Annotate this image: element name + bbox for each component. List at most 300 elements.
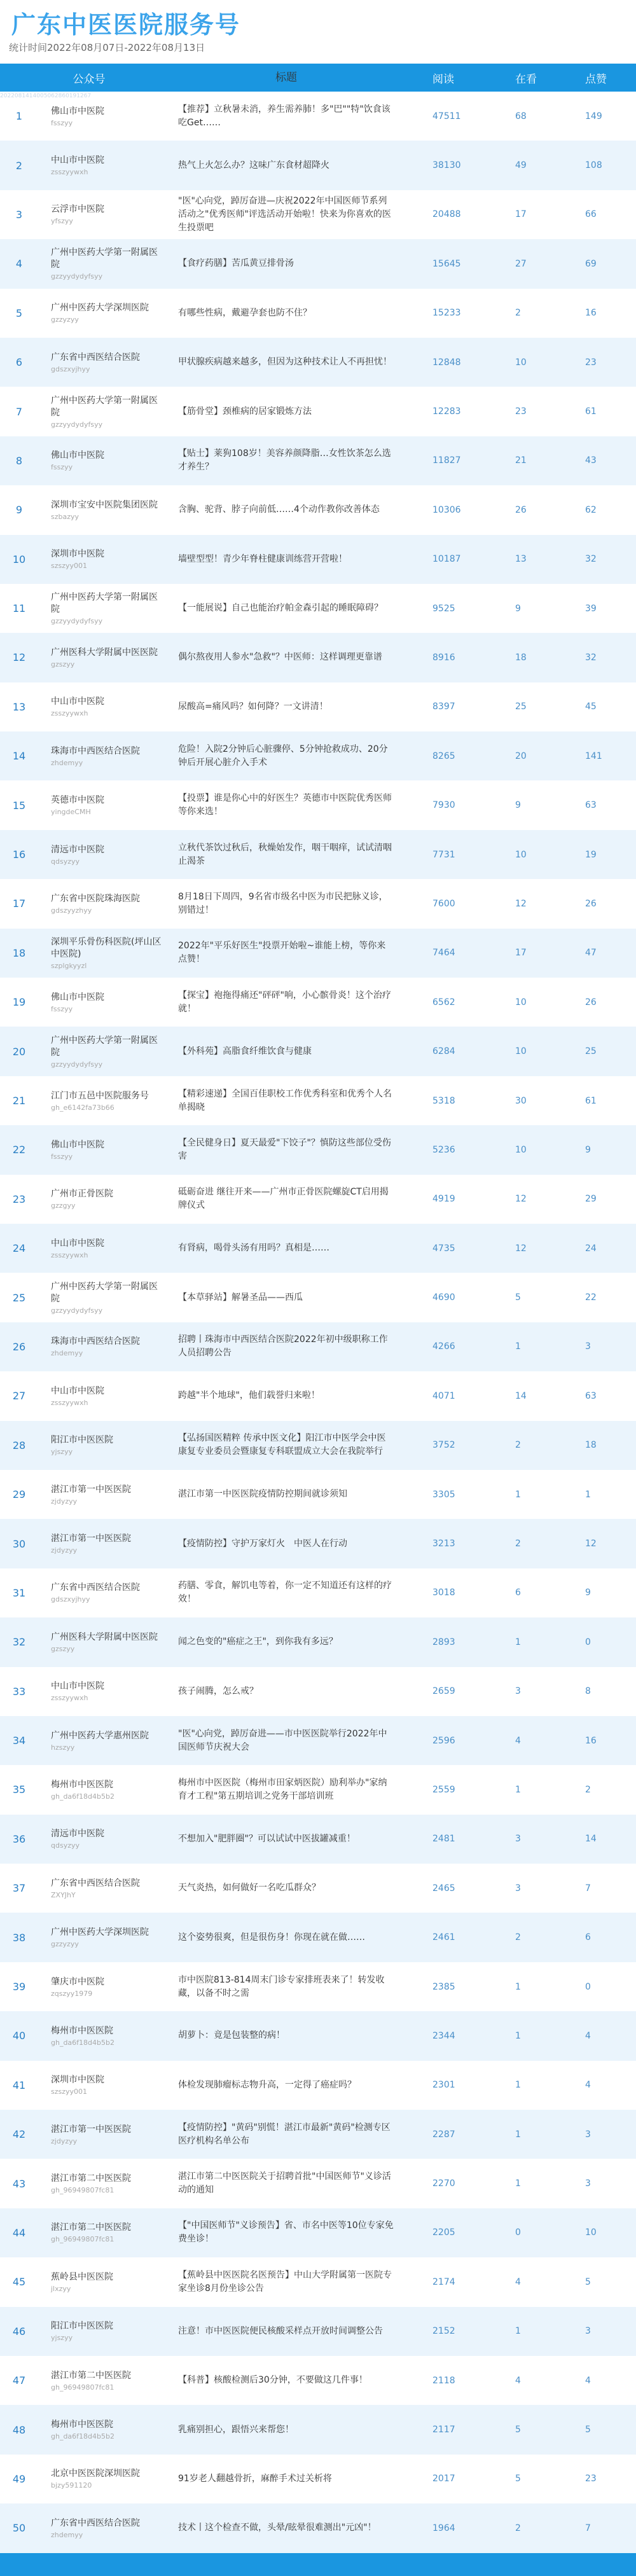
reads-cell: 2385 <box>432 1981 455 1992</box>
account-name[interactable]: 广州医科大学附属中医医院 <box>51 647 158 658</box>
seeing-cell: 26 <box>515 504 527 515</box>
reads-cell: 2659 <box>432 1686 455 1697</box>
likes-cell: 63 <box>585 800 597 811</box>
seeing-cell: 12 <box>515 1194 527 1205</box>
reads-cell: 7464 <box>432 948 455 959</box>
account-name[interactable]: 阳江市中医医院 <box>51 1435 113 1446</box>
table-body <box>0 92 636 2553</box>
article-title[interactable]: 有哪些性病，戴避孕套也防不住？ <box>178 307 312 318</box>
account-id: gh_e6142fa73b66 <box>51 1103 114 1112</box>
account-name[interactable]: 广州中医药大学第一附属医院 <box>51 1035 158 1058</box>
account-name[interactable]: 湛江市第二中医医院 <box>51 2370 131 2381</box>
table-row <box>0 1765 636 1814</box>
account-name[interactable]: 清远市中医院 <box>51 844 104 855</box>
account-cell <box>38 844 165 866</box>
article-title[interactable]: 【推荐】立秋暑未消，养生需养肺！多"巴""特"饮食该吃Get…… <box>178 104 391 128</box>
seeing-cell: 10 <box>515 357 527 368</box>
account-id: gh_96949807fc81 <box>51 2383 114 2392</box>
article-title[interactable]: 【探宝】袍拖得痛还"砰砰"响，小心髌骨炎！这个治疗就！ <box>178 990 391 1014</box>
account-cell <box>38 893 165 915</box>
rank-cell: 1 <box>15 110 23 123</box>
seeing-cell: 1 <box>515 2080 521 2091</box>
article-title[interactable]: 甲状腺疾病越来越多，但因为这种技术让人不再担忧！ <box>178 357 392 368</box>
article-title[interactable]: 注意！市中医医院便民核酸采样点开放时间调整公告 <box>178 2325 383 2336</box>
likes-cell: 23 <box>585 357 597 368</box>
account-name[interactable]: 广州中医药大学第一附属医院 <box>51 1281 158 1304</box>
likes-cell: 141 <box>585 751 602 761</box>
reads-cell: 10187 <box>432 554 461 565</box>
rank-cell: 44 <box>12 2226 26 2239</box>
account-id: zsszyywxh <box>51 1398 88 1407</box>
table-row <box>0 1371 636 1420</box>
article-title[interactable]: 【全民健身日】夏天最爱"下饺子"？慎防这些部位受伤害 <box>178 1137 391 1161</box>
account-cell <box>38 1927 165 1948</box>
account-cell <box>38 2074 165 2096</box>
likes-cell: 12 <box>585 1539 597 1549</box>
likes-cell: 32 <box>585 554 597 565</box>
likes-cell: 26 <box>585 898 597 909</box>
article-title[interactable]: 湛江市第二中医医院关于招聘首批"中国医师节"义诊活动的通知 <box>178 2171 391 2196</box>
seeing-cell: 1 <box>515 1637 521 1647</box>
reads-cell: 2559 <box>432 1784 455 1795</box>
article-title[interactable]: 孩子闹腾，怎么戒？ <box>178 1686 258 1696</box>
seeing-cell: 17 <box>515 948 527 959</box>
article-title[interactable]: 2022年"平乐好医生"投票开始啦~谁能上榜，等你来点赞！ <box>178 941 386 965</box>
account-name[interactable]: 中山市中医院 <box>51 155 104 166</box>
account-cell <box>38 395 165 429</box>
account-cell <box>38 1385 165 1407</box>
article-title[interactable]: 药膳、零食，解饥电等着，你一定不知道还有这样的疗效！ <box>178 1581 392 1605</box>
account-name[interactable]: 蕉岭县中医医院 <box>51 2271 113 2282</box>
account-name[interactable]: 深圳市中医院 <box>51 2075 104 2086</box>
account-name[interactable]: 广东省中西医结合医院 <box>51 1878 140 1888</box>
article-title[interactable]: 含胸、驼背、脖子向前低……4个动作教你改善体态 <box>178 504 380 515</box>
likes-cell: 16 <box>585 1735 597 1746</box>
table-row <box>0 2110 636 2159</box>
seeing-cell: 1 <box>515 2178 521 2189</box>
account-cell <box>38 1631 165 1653</box>
rank-cell: 26 <box>12 1340 26 1353</box>
account-name[interactable]: 梅州市中医医院 <box>51 2025 113 2036</box>
table-row <box>0 535 636 584</box>
account-cell <box>38 204 165 225</box>
article-title[interactable]: 湛江市第一中医医院疫情防控期间就诊须知 <box>178 1489 347 1500</box>
likes-cell: 4 <box>585 2080 591 2091</box>
table-row <box>0 2356 636 2405</box>
seeing-cell: 21 <box>515 455 527 466</box>
article-title[interactable]: 【精彩速递】全国百佳职校工作优秀科室和优秀个人名单揭晓 <box>178 1088 392 1112</box>
article-title[interactable]: 【疫情防控】"黄码"别慌！湛江市最新"黄码"检测专区医疗机构名单公布 <box>178 2122 391 2146</box>
rank-cell: 28 <box>12 1439 26 1451</box>
account-name[interactable]: 广州中医药大学深圳医院 <box>51 303 149 314</box>
seeing-cell: 2 <box>515 1539 521 1549</box>
likes-cell: 7 <box>585 1883 591 1894</box>
article-title[interactable]: 天气炎热，如何做好一名吃瓜群众？ <box>178 1883 321 1894</box>
account-name[interactable]: 梅州市中医医院 <box>51 1779 113 1790</box>
table-row <box>0 1568 636 1617</box>
reads-cell: 5318 <box>432 1095 455 1106</box>
account-id: gh_96949807fc81 <box>51 2235 114 2244</box>
account-name[interactable]: 深圳平乐骨伤科医院(坪山区中医院) <box>51 936 162 959</box>
rank-cell: 3 <box>15 208 23 221</box>
account-name[interactable]: 珠海市中西医结合医院 <box>51 745 140 756</box>
account-id: yfszyy <box>51 217 73 226</box>
reads-cell: 3752 <box>432 1440 455 1451</box>
likes-cell: 25 <box>585 1046 597 1057</box>
article-title[interactable]: 技术丨这个检查不做，头晕/眩晕很难测出"元凶"！ <box>178 2523 377 2533</box>
account-id: bjzy591120 <box>51 2481 92 2490</box>
seeing-cell: 5 <box>515 2425 521 2435</box>
account-header: 公众号 <box>73 73 106 86</box>
seeing-cell: 5 <box>515 2474 521 2484</box>
account-cell <box>38 1680 165 1702</box>
account-cell <box>38 1582 165 1603</box>
seeing-cell: 1 <box>515 2129 521 2140</box>
article-title[interactable]: 【科普】核酸检测后30分钟，不要做这几件事！ <box>178 2375 368 2386</box>
seeing-cell: 1 <box>515 1784 521 1795</box>
account-cell <box>38 1035 165 1069</box>
account-name[interactable]: 佛山市中医院 <box>51 1139 104 1150</box>
account-cell <box>38 499 165 521</box>
seeing-cell: 9 <box>515 800 521 811</box>
account-id: gzzyzyy <box>51 1940 79 1949</box>
reads-cell: 20488 <box>432 209 461 220</box>
account-cell <box>38 106 165 127</box>
reads-cell: 9525 <box>432 603 455 614</box>
likes-cell: 14 <box>585 1834 597 1845</box>
table-row <box>0 338 636 387</box>
article-title[interactable]: 市中医院813-814周末门诊专家排班表来了！转发收藏，以备不时之需 <box>178 1974 385 1998</box>
table-row <box>0 1667 636 1716</box>
article-title[interactable]: 体检发现肺瘤标志物升高，一定得了癌症吗？ <box>178 2079 356 2090</box>
account-name[interactable]: 广州市正骨医院 <box>51 1189 113 1200</box>
article-title[interactable]: 偶尔熬夜用人参水"急救"？中医师：这样调理更靠谱 <box>178 652 382 663</box>
article-title[interactable]: 91岁老人翻越骨折，麻醉手术过关析将 <box>178 2473 332 2484</box>
rank-cell: 49 <box>12 2472 26 2485</box>
account-cell <box>38 992 165 1013</box>
account-cell <box>38 1878 165 1899</box>
article-title[interactable]: 【疫情防控】守护万家灯火 中医人在行动 <box>178 1538 347 1549</box>
seeing-cell: 1 <box>515 2326 521 2337</box>
table-row <box>0 2455 636 2503</box>
reads-cell: 8397 <box>432 702 455 712</box>
rank-cell: 33 <box>12 1685 26 1698</box>
likes-cell: 6 <box>585 1932 591 1943</box>
account-id: zjdyzyy <box>51 1546 78 1555</box>
reads-cell: 4071 <box>432 1390 455 1401</box>
reads-cell: 2205 <box>432 2227 455 2238</box>
account-name[interactable]: 广东省中医院珠海医院 <box>51 893 140 904</box>
account-name[interactable]: 广东省中西医结合医院 <box>51 2517 140 2528</box>
account-name[interactable]: 广州中医药大学第一附属医院 <box>51 592 158 615</box>
reads-cell: 7930 <box>432 800 455 811</box>
account-name[interactable]: 佛山市中医院 <box>51 450 104 461</box>
seeing-cell: 10 <box>515 849 527 860</box>
rank-cell: 7 <box>15 405 23 418</box>
likes-header: 点赞 <box>585 73 607 86</box>
article-title[interactable]: 跨越"半个地球"，他们载誉归来啦！ <box>178 1390 320 1401</box>
account-cell <box>38 2124 165 2145</box>
account-id: gh_da6f18d4b5b2 <box>51 2432 114 2441</box>
rank-cell: 43 <box>12 2177 26 2190</box>
account-id: gh_da6f18d4b5b2 <box>51 1792 114 1801</box>
account-cell <box>38 745 165 767</box>
article-title[interactable]: 【一能展说】自己也能治疗帕金森引起的睡眠障碍？ <box>178 603 383 614</box>
account-name[interactable]: 北京中医医院深圳医院 <box>51 2469 140 2479</box>
account-cell <box>38 2419 165 2441</box>
article-title[interactable]: 乳痛别担心，跟悟兴来帮您！ <box>178 2424 294 2435</box>
account-id: gh_96949807fc81 <box>51 2186 114 2195</box>
rank-cell: 45 <box>12 2276 26 2289</box>
article-title[interactable]: 尿酸高=痛风吗？如何降？一文讲清！ <box>178 701 328 712</box>
account-name[interactable]: 阳江市中医医院 <box>51 2321 113 2332</box>
account-cell <box>38 1730 165 1752</box>
page-title: 广东中医医院服务号 <box>11 11 241 39</box>
reads-cell: 2118 <box>432 2375 455 2386</box>
seeing-cell: 27 <box>515 258 527 269</box>
article-title[interactable]: 【筋骨堂】颈椎病的居家锻炼方法 <box>178 406 312 417</box>
account-id: szszyy001 <box>51 2088 88 2096</box>
account-id: zsszyywxh <box>51 1694 88 1703</box>
title-header: 标题 <box>275 71 297 84</box>
seeing-cell: 18 <box>515 652 527 663</box>
account-name[interactable]: 湛江市第一中医医院 <box>51 1534 131 1544</box>
table-row <box>0 879 636 928</box>
rank-cell: 47 <box>12 2374 26 2387</box>
article-title[interactable]: 危险！入院2分钟后心脏骤停、5分钟抢救成功、20分钟后开展心脏介入手术 <box>178 744 388 768</box>
account-cell <box>38 1188 165 1210</box>
likes-cell: 9 <box>585 1144 591 1155</box>
article-title[interactable]: 8月18日下周四，9名省市级名中医为市民把脉义诊，别错过！ <box>178 891 388 915</box>
likes-cell: 16 <box>585 308 597 319</box>
table-row <box>0 387 636 436</box>
reads-cell: 4266 <box>432 1341 455 1352</box>
account-cell <box>38 247 165 280</box>
account-id: zsszyywxh <box>51 1250 88 1259</box>
seeing-cell: 2 <box>515 1440 521 1451</box>
seeing-cell: 10 <box>515 1144 527 1155</box>
account-cell <box>38 548 165 570</box>
account-id: gdszxyjhyy <box>51 364 90 373</box>
article-title[interactable]: 【"中国医师节"义诊预告】省、市名中医等10位专家免费坐诊！ <box>178 2220 394 2245</box>
seeing-cell: 13 <box>515 554 527 565</box>
account-id: zhdemyy <box>51 2530 83 2539</box>
account-name[interactable]: 中山市中医院 <box>51 1385 104 1396</box>
account-cell <box>38 1336 165 1357</box>
likes-cell: 26 <box>585 997 597 1008</box>
reads-cell: 2017 <box>432 2474 455 2484</box>
article-title[interactable]: 【蕉岭县中医医院名医预告】中山大学附属第一医院专家坐诊8月份坐诊公告 <box>178 2269 392 2294</box>
reads-cell: 2117 <box>432 2425 455 2435</box>
rank-cell: 14 <box>12 750 26 763</box>
account-name[interactable]: 中山市中医院 <box>51 1238 104 1249</box>
article-title[interactable]: 【食疗药膳】苦瓜黄豆排骨汤 <box>178 258 294 269</box>
account-name[interactable]: 广东省中西医结合医院 <box>51 1582 140 1593</box>
account-name[interactable]: 清远市中医院 <box>51 1829 104 1839</box>
seeing-cell: 17 <box>515 209 527 220</box>
likes-cell: 22 <box>585 1292 597 1303</box>
account-id: gzzyydydyfsyy <box>51 1306 103 1315</box>
account-id: fsszyy <box>51 1004 73 1013</box>
account-name[interactable]: 深圳市中医院 <box>51 549 104 560</box>
account-name[interactable]: 梅州市中医医院 <box>51 2420 113 2430</box>
table-row <box>0 1519 636 1568</box>
seeing-cell: 3 <box>515 1834 521 1845</box>
likes-cell: 3 <box>585 2129 591 2140</box>
table-row <box>0 1322 636 1371</box>
account-id: szplgkyyzl <box>51 961 87 970</box>
likes-cell: 18 <box>585 1440 597 1451</box>
account-cell <box>38 647 165 668</box>
reads-cell: 2465 <box>432 1883 455 1894</box>
rank-cell: 50 <box>12 2522 26 2535</box>
article-title[interactable]: "医"心向党，踔厉奋进—庆祝2022年中国医师节系列活动之"优秀医师"评选活动开始啦！快来为你喜欢的医生投票吧 <box>178 195 391 233</box>
likes-cell: 3 <box>585 2178 591 2189</box>
likes-cell: 47 <box>585 948 597 959</box>
seeing-cell: 4 <box>515 1735 521 1746</box>
table-row <box>0 1470 636 1519</box>
rank-cell: 20 <box>12 1045 26 1058</box>
account-name[interactable]: 中山市中医院 <box>51 1681 104 1692</box>
article-title[interactable]: 胡萝卜：竟是包装整的病！ <box>178 2030 285 2041</box>
rank-cell: 10 <box>12 553 26 565</box>
article-title[interactable]: 热气上火怎么办？这味广东食材超降火 <box>178 160 329 170</box>
reads-cell: 2344 <box>432 2030 455 2041</box>
likes-cell: 66 <box>585 209 597 220</box>
rank-cell: 22 <box>12 1144 26 1156</box>
table-row <box>0 1864 636 1913</box>
article-title[interactable]: 梅州市中医医院（梅州市田家炳医院）励利举办"家纳育才工程"第五期培训之党务干部培训班 <box>178 1777 387 1801</box>
table-row <box>0 978 636 1027</box>
table-row <box>0 2257 636 2306</box>
likes-cell: 0 <box>585 1981 591 1992</box>
account-name[interactable]: 湛江市第一中医医院 <box>51 2124 131 2135</box>
account-id: gh_da6f18d4b5b2 <box>51 2038 114 2047</box>
rank-cell: 46 <box>12 2325 26 2337</box>
account-name[interactable]: 珠海市中西医结合医院 <box>51 1336 140 1347</box>
account-cell <box>38 1238 165 1259</box>
account-name[interactable]: 湛江市第二中医医院 <box>51 2222 131 2233</box>
table-row <box>0 2405 636 2454</box>
account-id: szszyy001 <box>51 562 88 571</box>
account-name[interactable]: 佛山市中医院 <box>51 992 104 1002</box>
account-name[interactable]: 湛江市第二中医医院 <box>51 2173 131 2184</box>
account-name[interactable]: 肇庆市中医院 <box>51 1976 104 1987</box>
likes-cell: 2 <box>585 1784 591 1795</box>
article-title[interactable]: 墙壁型型！青少年脊柱健康训练营开营啦！ <box>178 553 347 564</box>
table-row <box>0 1224 636 1273</box>
rank-cell: 11 <box>12 602 26 615</box>
rank-cell: 48 <box>12 2423 26 2436</box>
article-title[interactable]: 【弘扬国医精粹 传承中医文化】阳江市中医学会中医康复专业委员会暨康复专科联盟成立大会在我院举行 <box>178 1433 386 1457</box>
article-title[interactable]: 不想加入"肥胖圈"？可以试试中医拔罐减重！ <box>178 1833 356 1844</box>
seeing-cell: 3 <box>515 1883 521 1894</box>
article-title[interactable]: 【本草驿站】解暑圣品——西瓜 <box>178 1292 303 1303</box>
seeing-cell: 20 <box>515 751 527 761</box>
account-name[interactable]: 江门市五邑中医院服务号 <box>51 1090 149 1101</box>
seeing-cell: 6 <box>515 1588 521 1598</box>
account-id: jlxzyy <box>51 2284 71 2293</box>
account-name[interactable]: 广州中医药大学惠州医院 <box>51 1730 149 1741</box>
table-row <box>0 1175 636 1224</box>
rank-cell: 24 <box>12 1242 26 1255</box>
account-name[interactable]: 广州中医药大学第一附属医院 <box>51 247 158 270</box>
article-title[interactable]: "医"心向党，踔厉奋进——市中医医院举行2022年中国医师节庆祝大会 <box>178 1728 387 1752</box>
table-row <box>0 584 636 633</box>
account-name[interactable]: 广州医科大学附属中医医院 <box>51 1631 158 1642</box>
table-row <box>0 1125 636 1174</box>
reads-cell: 2301 <box>432 2080 455 2091</box>
account-id: zhdemyy <box>51 1349 83 1358</box>
account-id: gzzyydydyfsyy <box>51 1060 103 1069</box>
seeing-cell: 68 <box>515 111 527 121</box>
table-row <box>0 289 636 338</box>
rank-cell: 32 <box>12 1636 26 1649</box>
table-row <box>0 2503 636 2552</box>
table-row <box>0 1716 636 1765</box>
account-name[interactable]: 广州中医药大学第一附属医院 <box>51 395 158 418</box>
reads-cell: 2174 <box>432 2276 455 2287</box>
account-cell <box>38 2370 165 2392</box>
article-title[interactable]: 立秋代茶饮过秋后，秋燥始发作，咽干咽痒，试试清咽止渴茶 <box>178 842 392 866</box>
article-title[interactable]: 【投票】谁是你心中的好医生？英德市中医院优秀医师等你来选！ <box>178 793 392 817</box>
account-id: zsszyywxh <box>51 168 88 177</box>
account-name[interactable]: 中山市中医院 <box>51 696 104 707</box>
account-name[interactable]: 云浮市中医院 <box>51 204 104 215</box>
rank-cell: 29 <box>12 1488 26 1501</box>
seeing-cell: 2 <box>515 2523 521 2533</box>
likes-cell: 5 <box>585 2425 591 2435</box>
account-id: yjszyy <box>51 2334 73 2343</box>
account-name[interactable]: 广东省中西医结合医院 <box>51 352 140 363</box>
reads-cell: 12848 <box>432 357 461 368</box>
reads-cell: 11827 <box>432 455 461 466</box>
account-name[interactable]: 深圳市宝安中医院集团医院 <box>51 499 158 510</box>
account-name[interactable]: 佛山市中医院 <box>51 106 104 116</box>
reads-cell: 3213 <box>432 1539 455 1549</box>
account-name[interactable]: 广州中医药大学深圳医院 <box>51 1927 149 1938</box>
table-row <box>0 1027 636 1076</box>
rank-cell: 30 <box>12 1537 26 1550</box>
reads-cell: 7731 <box>432 849 455 860</box>
reads-cell: 4919 <box>432 1194 455 1205</box>
likes-cell: 45 <box>585 702 597 712</box>
account-name[interactable]: 湛江市第一中医医院 <box>51 1484 131 1495</box>
article-title[interactable]: 有肾病，喝骨头汤有用吗？真相是…… <box>178 1243 329 1254</box>
seeing-cell: 23 <box>515 406 527 417</box>
rank-cell: 34 <box>12 1735 26 1747</box>
reads-cell: 6562 <box>432 997 455 1008</box>
article-title[interactable]: 闻之色变的"癌症之王"，到你我有多远？ <box>178 1637 338 1647</box>
account-id: zjdyzyy <box>51 2136 78 2145</box>
account-name[interactable]: 英德市中医院 <box>51 795 104 806</box>
seeing-cell: 2 <box>515 308 521 319</box>
table-row <box>0 731 636 780</box>
account-id: gzzyydydyfsyy <box>51 617 103 626</box>
rank-cell: 23 <box>12 1193 26 1205</box>
article-title[interactable]: 【外科苑】高脂食纤维饮食与健康 <box>178 1046 312 1056</box>
table-row <box>0 2159 636 2208</box>
article-title[interactable]: 这个姿势很爽，但是很伤身！你现在就在做…… <box>178 1932 365 1942</box>
article-title[interactable]: 【贴士】莱狗108岁！美容养颜降脂…女性饮茶怎么选才养生？ <box>178 448 391 473</box>
account-cell <box>38 696 165 717</box>
article-title[interactable]: 招聘丨珠海市中西医结合医院2022年初中级职称工作人员招聘公告 <box>178 1334 388 1359</box>
seeing-cell: 1 <box>515 1489 521 1500</box>
reads-cell: 8916 <box>432 652 455 663</box>
rank-cell: 2 <box>15 159 23 172</box>
article-title[interactable]: 砥砺奋进 继往开来——广州市正骨医院螺旋CT启用揭牌仪式 <box>178 1187 389 1211</box>
table-row <box>0 1913 636 1962</box>
